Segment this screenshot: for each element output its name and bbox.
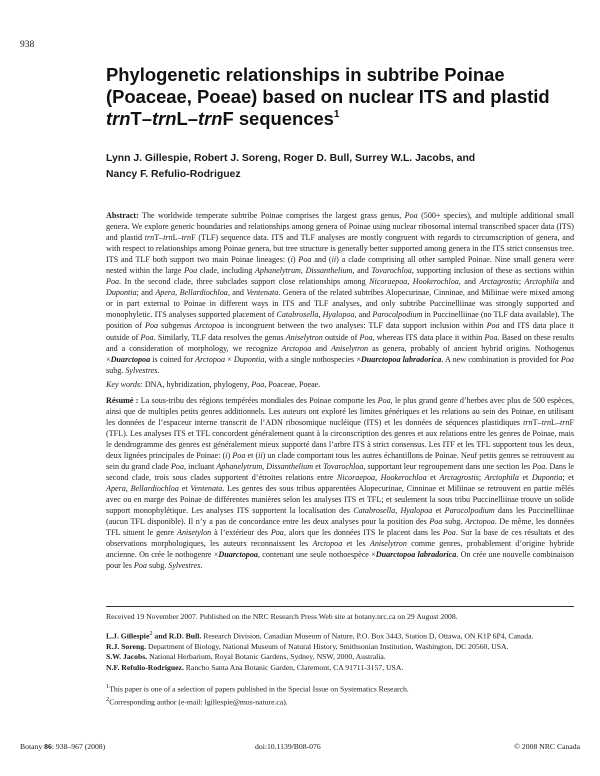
article-title	[106, 64, 566, 130]
authors-line-1: Lynn J. Gillespie, Robert J. Soreng, Roger D. Bull, Surrey W.L. Jacobs, and	[106, 153, 476, 164]
title-line-1: Phylogenetic relationships in subtribe Poinae	[106, 64, 505, 85]
page-number: 938	[20, 40, 35, 50]
title-gene-suffix: L–	[176, 108, 198, 129]
title-gene-trn: trn	[151, 108, 177, 129]
authors-line-2: Nancy F. Refulio-Rodriguez	[106, 169, 241, 180]
affiliation-3: S.W. Jacobs. National Herbarium, Royal Botanic Gardens, Sydney, NSW, 2000, Australia.	[106, 652, 386, 662]
affiliation-1: L.J. Gillespie$^2$ and R.D. Bull. Research Division, Canadian Museum of Nature, P.O. Box 3443, Station D, Ottawa, ON K1P 6P4, Canada.	[106, 629, 534, 641]
footnote-1: $^1$This paper is one of a selection of papers published in the Special Issue on Systematics Research.	[106, 682, 409, 694]
resume-label: Résumé :	[106, 395, 139, 405]
footnote-2: $^2$Corresponding author (e-mail: lgillespie@mus-nature.ca).	[106, 695, 288, 707]
abstract-paragraph: Abstract: The worldwide temperate subtribe Poinae comprises the largest grass genus, Poa (500+ species), and multiple additional small genera. We explore generic boundaries and relationships among genera of Poinae using nuclear ribosomal internal transcribed spacer data (ITS) and plastid trnT–trnL–trnF (TLF) sequence data. ITS and TLF analyses are mostly congruent with regards to circumscription of genera, and with respect to relationships among Poinae genera, but tree structure is generally better supported among genera in the ITS strict consensus tree. ITS and TLF both support two main Poinae lineages: (i) Poa and (ii) a clade comprising all other sampled Poinae. Nine small genera were nested within the large Poa clade, including Aphanelytrum, Dissanthelium, and Tovarochloa, supporting inclusion of these as sections within Poa. In the second clade, three subclades support close relationships among Nicoraepoa, Hookerochloa, and Arctagrostis; Arctophila and Dupontia; and Apera, Bellardiochloa, and Ventenata. Genera of the related subtribes Alopecurinae, Cinninae, and Miliinae were mixed among or in part external to Poinae in different ways in ITS and TLF analyses, and only subtribe Puccinelliinae was strongly supported and monophyletic. ITS analyses supported placement of Catabrosella, Hyalopoa, and Parocolpodium in Puccinelliinae (no TLF data available). The position of Poa subgenus Arctopoa is incongruent between the two analyses: TLF data support inclusion within Poa and ITS data place it outside of Poa. Similarly, TLF data resolves the genus Aniselytron outside of Poa, whereas ITS data place it within Poa. Based on these results and a consideration of morphology, we recognize Arctopoa and Aniselytron as genera, probably of ancient hybrid origins. Nothogenus ×Duarctopoa is coined for Arctopoa × Dupontia, with a single nothospecies ×Duarctopoa labradorica. A new combination is provided for Poa subg. Sylvestres.	[106, 211, 575, 375]
abstract-block	[106, 210, 574, 572]
affiliation-2: R.J. Soreng. Department of Biology, National Museum of Natural History, Smithsonian Institution, Washington, DC 20560, USA.	[106, 641, 509, 651]
title-gene-suffix: T–	[130, 108, 152, 129]
keywords-line: Key words: DNA, hybridization, phylogeny, Poa, Poaceae, Poeae.	[106, 379, 321, 389]
affiliation-4: N.F. Refulio-Rodriguez. Rancho Santa Ana Botanic Garden, Claremont, CA 91711-3157, USA.	[106, 662, 404, 672]
title-footnote-mark: 1	[333, 109, 340, 120]
received-line: Received 19 November 2007. Published on the NRC Research Press Web site at botany.nrc.ca on 29 August 2008.	[106, 612, 458, 621]
copyright: © 2008 NRC Canada	[514, 742, 580, 751]
journal-reference: Botany 86: 938–967 (2008)	[20, 742, 106, 751]
author-list	[106, 151, 576, 183]
abstract-label: Abstract:	[106, 211, 139, 220]
footnotes	[106, 682, 576, 708]
footer-divider	[106, 606, 574, 607]
doi: doi:10.1139/B08-076	[255, 742, 321, 751]
title-gene-trn: trn	[106, 108, 131, 129]
title-line-3-end: F sequences	[222, 108, 334, 129]
keywords-label: Key words:	[106, 379, 143, 389]
footer-notes	[106, 612, 576, 708]
resume-paragraph: Résumé : La sous-tribu des régions tempérées mondiales des Poinae comporte les Poa, le plus grand genre d’herbes avec plus de 500 espèces, ainsi que de multiples petits genres additionnels. Les auteurs ont exploré les limites génériques et les relations au sein des Poinae, en utilisant les données de l’espaceur interne transcrit de l’ADN ribosomique nucléique (ITS) et les données de séquences plastidiques trnT–trnL–trnF (TFL). Les analyses ITS et TFL concordent généralement quant à la circonscription des genres et aux relations entre les genres de Poinae, mais le dendrogramme des genres est généralement mieux supporté dans l’arbre ITS à strict consensus. Les ITF et les TFL supportent tous les deux, deux lignées principales de Poinae: (i) Poa et (ii) un clade comportant tous les autres échantillons de Poinae. Neuf petits genres se retrouvent au sein du grand clade Poa, incluant Aphanelytrum, Dissanthelium et Tovarochloa, supportant leur regroupement dans une section les Poa. Dans le second clade, trois sous clades supportent d’étroites relations entre Nicoraepoa, Hookerochloa et Arctagrostis; Arctophila et Dupontia; et Apera, Bellardiochloa et Ventenata. Les genres des sous tribus apparentées Alopecurinae, Cinninae et Miliinae se retrouvent en partie mêlés avec ou en marge des Poinae de différentes manières selon les analyses ITS et TFL; et seulement la sous tribu Puccinelliinae trouve un solide support monophylétique. Les analyses ITS supportent la localisation des Catabrosella, Hyalopoa et Parocolpodium dans les Puccinelliinae (aucun TFL disponible). Il n’y a pas de concordance entre les deux analyses pour la position des Poa subg. Arctopoa. De même, les données TFL situent le genre Anisetylon à l’extérieur des Poa, alors que les données ITS le placent dans les Poa. Sur la base de ces résultats et des observations morphologiques, les auteurs reconnaissent les Arctopoa et les Aniselytron comme genres, probablement d’origine hybride ancienne. On crée le nothogenre ×Duarctopoa, contenant une seule nothoespèce ×Duarctopoa labradorica. On crée une nouvelle combinaison pour les Poa subg. Sylvestres.	[106, 395, 575, 571]
title-line-2: (Poaceae, Poeae) based on nuclear ITS and plastid	[106, 86, 550, 107]
title-gene-trn: trn	[197, 108, 223, 129]
